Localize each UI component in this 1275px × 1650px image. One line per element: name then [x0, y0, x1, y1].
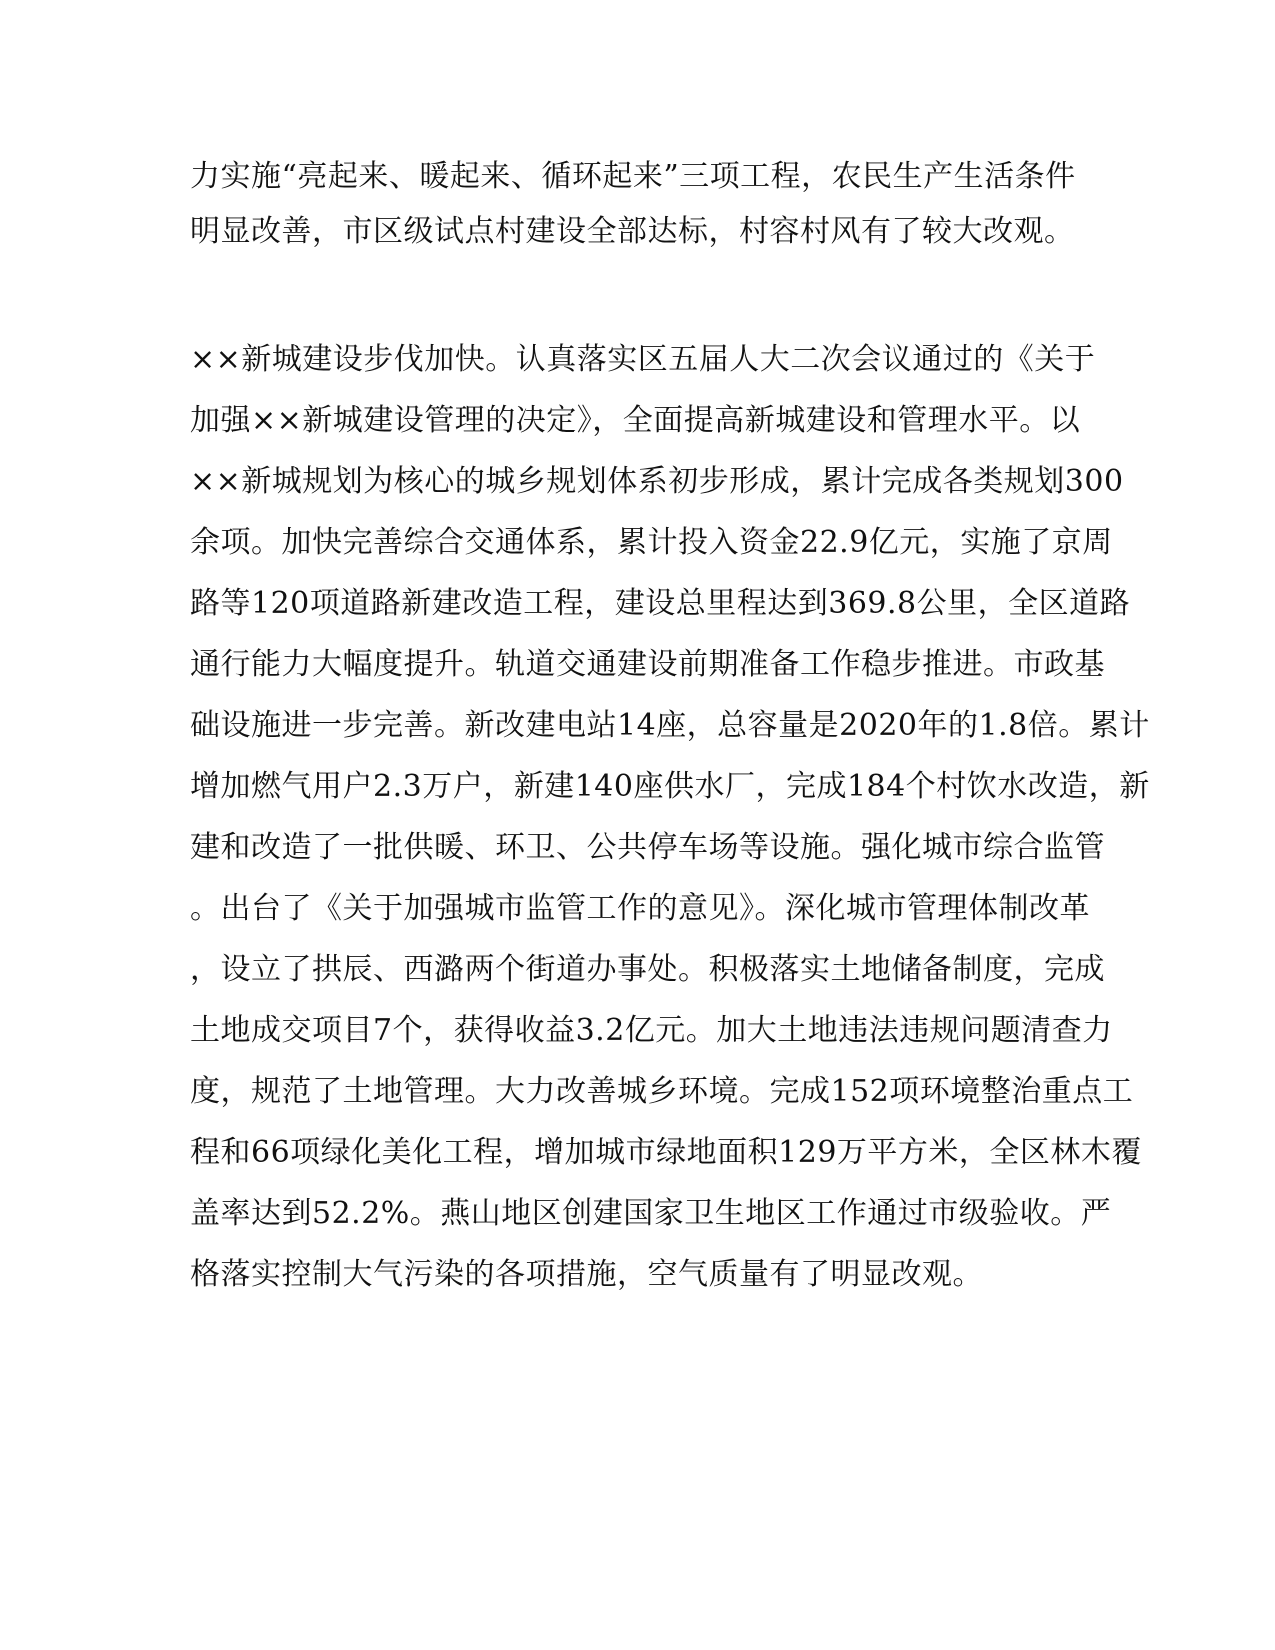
text-line: 力实施“亮起来、暖起来、循环起来”三项工程，农民生产生活条件 [190, 159, 1076, 194]
text-line: 。出台了《关于加强城市监管工作的意见》。深化城市管理体制改革 [190, 891, 1090, 926]
text-line: ××新城规划为核心的城乡规划体系初步形成，累计完成各类规划300 [190, 464, 1124, 499]
text-line: 盖率达到52.2%。燕山地区创建国家卫生地区工作通过市级验收。严 [190, 1196, 1112, 1231]
text-line: ××新城建设步伐加快。认真落实区五届人大二次会议通过的《关于 [190, 342, 1096, 377]
text-line: 路等120项道路新建改造工程，建设总里程达到369.8公里，全区道路 [190, 586, 1131, 621]
text-line: 加强××新城建设管理的决定》，全面提高新城建设和管理水平。以 [190, 403, 1081, 438]
text-line: 程和66项绿化美化工程，增加城市绿地面积129万平方米，全区林木覆 [190, 1135, 1142, 1170]
text-line: 度，规范了土地管理。大力改善城乡环境。完成152项环境整治重点工 [190, 1074, 1134, 1109]
text-line: 建和改造了一批供暖、环卫、公共停车场等设施。强化城市综合监管 [190, 830, 1105, 865]
text-line: 明显改善，市区级试点村建设全部达标，村容村风有了较大改观。 [190, 214, 1075, 249]
text-line: ，设立了拱辰、西潞两个街道办事处。积极落实土地储备制度，完成 [190, 952, 1105, 987]
text-line: 余项。加快完善综合交通体系，累计投入资金22.9亿元，实施了京周 [190, 525, 1113, 560]
text-line: 通行能力大幅度提升。轨道交通建设前期准备工作稳步推进。市政基 [190, 647, 1105, 682]
text-line: 增加燃气用户2.3万户，新建140座供水厂，完成184个村饮水改造，新 [190, 769, 1150, 804]
text-line: 础设施进一步完善。新改建电站14座，总容量是2020年的1.8倍。累计 [190, 708, 1150, 743]
text-line: 土地成交项目7个，获得收益3.2亿元。加大土地违法违规问题清查力 [190, 1013, 1113, 1048]
text-line: 格落实控制大气污染的各项措施，空气质量有了明显改观。 [190, 1257, 983, 1292]
